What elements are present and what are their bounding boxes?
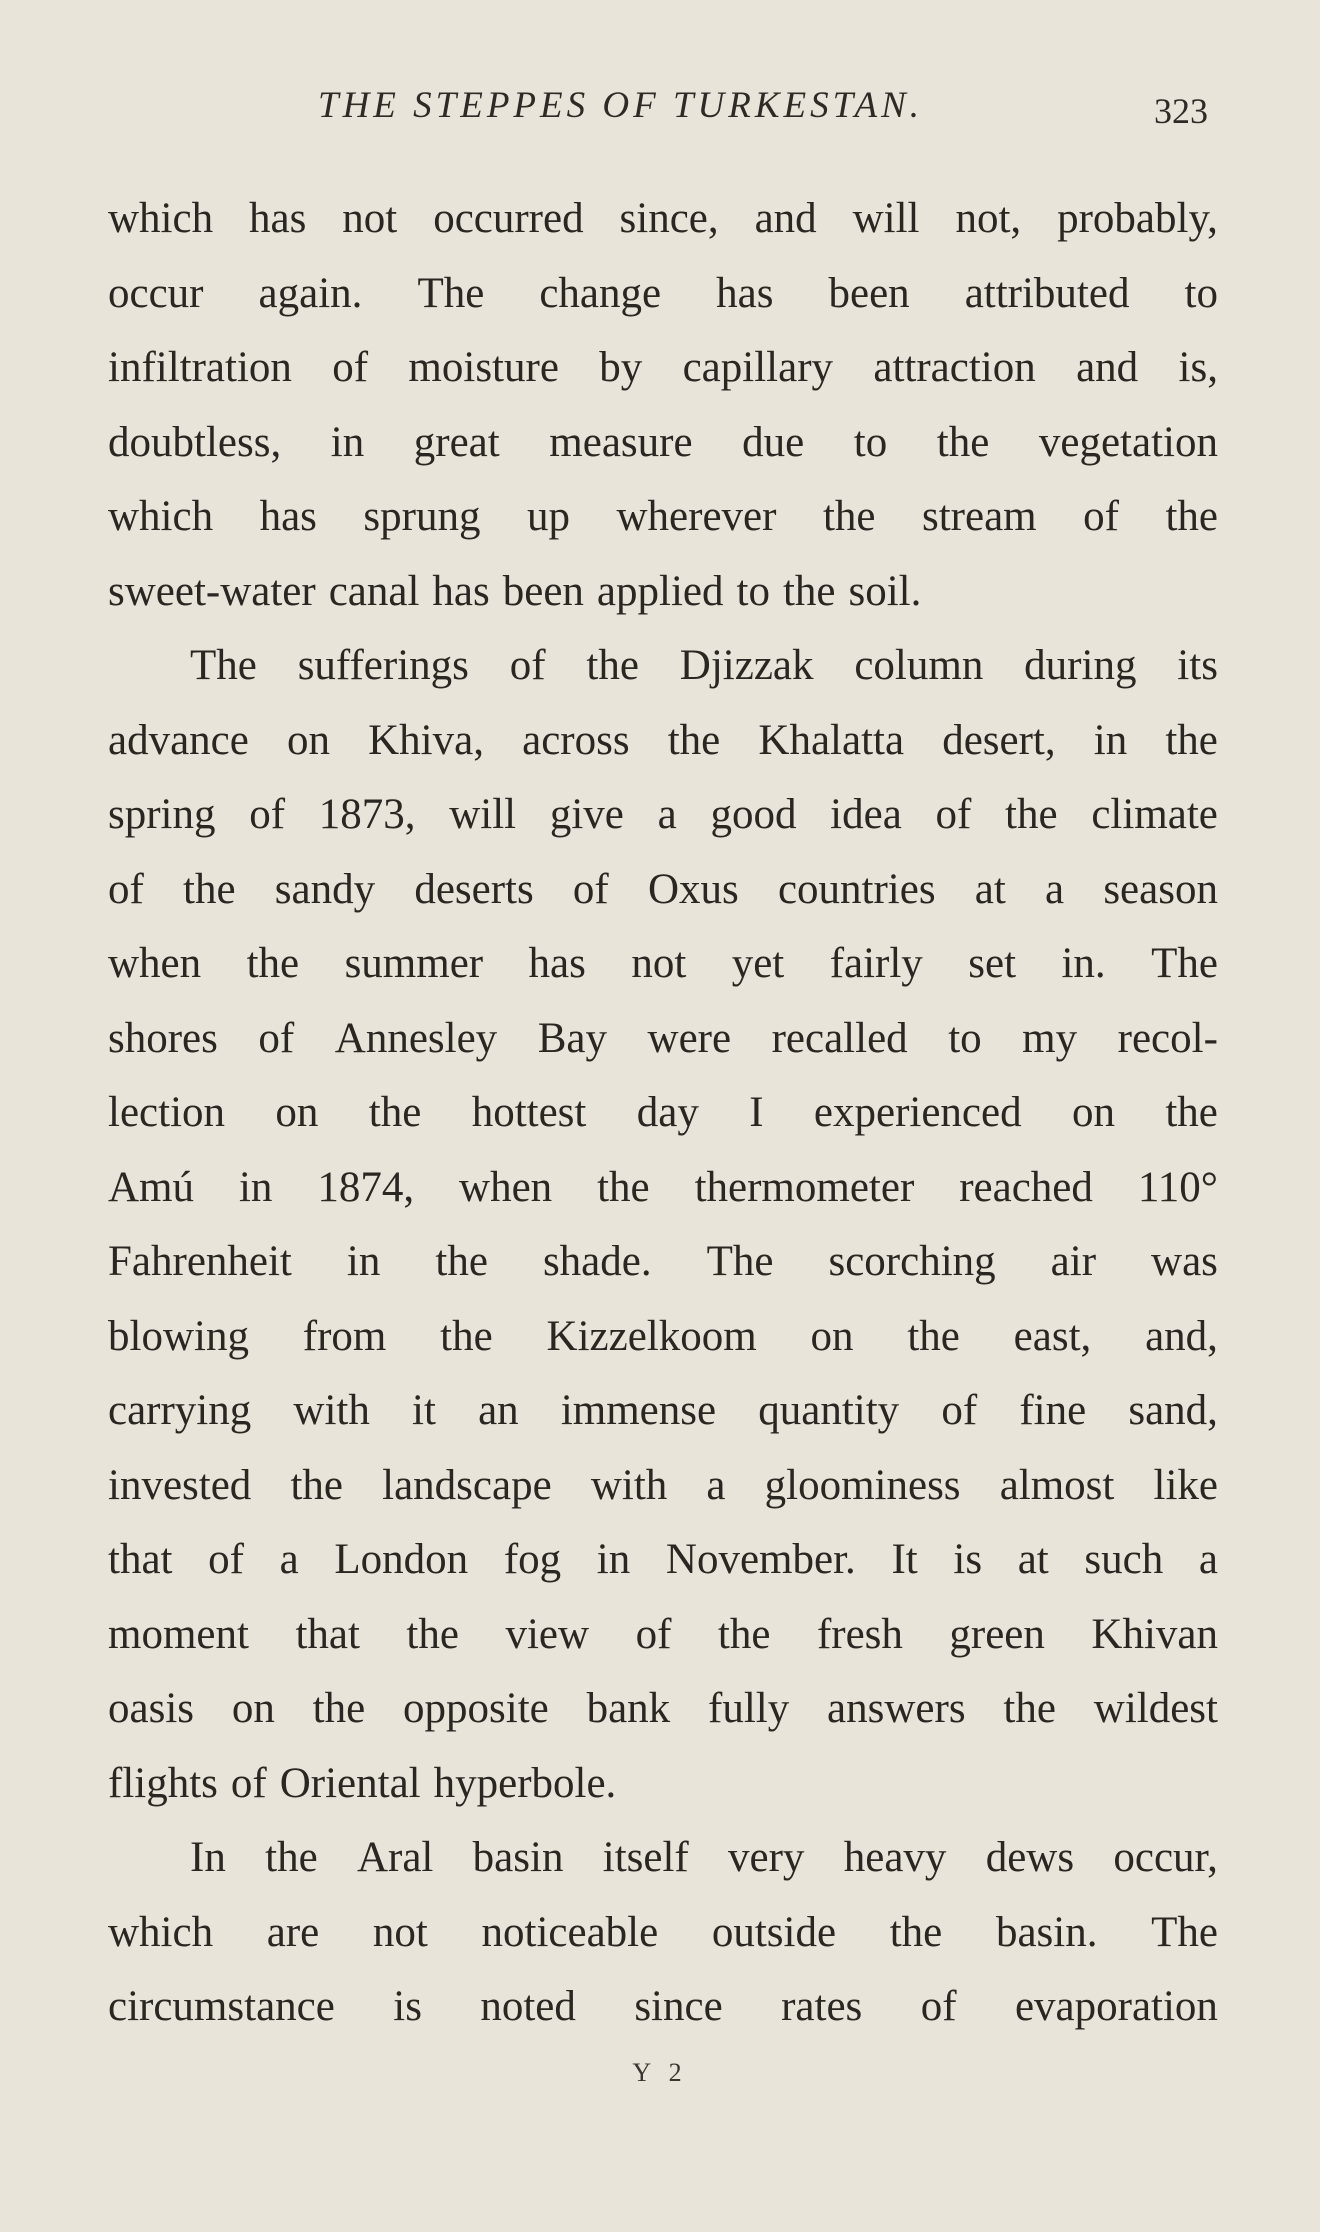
word: that xyxy=(295,1610,360,1658)
word: climate xyxy=(1091,791,1218,838)
word: the xyxy=(1165,493,1218,540)
word: with xyxy=(590,1461,668,1509)
word: capillary xyxy=(682,344,834,391)
word: will xyxy=(449,791,517,838)
word: is, xyxy=(1178,344,1218,391)
word: of xyxy=(572,865,609,913)
word: recalled xyxy=(771,1014,908,1062)
word: the xyxy=(1005,791,1058,838)
word: set xyxy=(968,940,1017,987)
word: blowing xyxy=(108,1312,249,1360)
word: sprung xyxy=(363,493,481,540)
word: in xyxy=(238,1163,273,1211)
word: of xyxy=(935,791,972,838)
word: yet xyxy=(731,940,785,987)
word: of xyxy=(1083,493,1119,540)
word: sandy xyxy=(274,865,376,913)
word: carrying xyxy=(108,1387,252,1434)
word: like xyxy=(1153,1461,1218,1509)
word: Khiva, xyxy=(368,716,484,764)
word: the xyxy=(290,1461,343,1509)
word: such xyxy=(1084,1536,1164,1583)
word: of xyxy=(635,1610,672,1658)
word: not xyxy=(631,940,687,987)
word: again. xyxy=(258,269,363,317)
word: by xyxy=(599,344,643,391)
running-title: THE STEPPES OF TURKESTAN. xyxy=(318,85,923,126)
word: sufferings xyxy=(297,642,469,689)
word: outside xyxy=(711,1908,837,1956)
word: occurred xyxy=(433,195,584,242)
text-line xyxy=(108,182,1218,257)
word: the xyxy=(717,1610,771,1658)
word: column xyxy=(854,642,984,689)
word: very xyxy=(728,1834,805,1881)
text-line xyxy=(108,1300,1218,1375)
text-line xyxy=(108,1896,1218,1971)
word: occur, xyxy=(1113,1834,1218,1881)
word: the xyxy=(435,1238,488,1285)
word: that xyxy=(108,1536,173,1583)
word: 1873, xyxy=(318,791,416,838)
word: of xyxy=(108,865,144,913)
word: shade. xyxy=(542,1238,652,1285)
word: to xyxy=(853,418,888,466)
word: a xyxy=(1198,1536,1218,1583)
word: is xyxy=(953,1536,983,1583)
word: hyperbole. xyxy=(433,1759,617,1807)
text-line xyxy=(108,1598,1218,1673)
word: fairly xyxy=(829,940,923,987)
word: opposite xyxy=(403,1685,549,1732)
word: which xyxy=(108,493,214,540)
word: evaporation xyxy=(1014,1983,1218,2030)
word: fresh xyxy=(816,1610,903,1658)
word: answers xyxy=(827,1685,966,1732)
body-text xyxy=(108,182,1218,2045)
text-line xyxy=(108,1449,1218,1524)
text-line xyxy=(108,1002,1218,1077)
word: my xyxy=(1022,1014,1078,1062)
text-line xyxy=(108,704,1218,779)
word: oasis xyxy=(108,1685,194,1732)
word: the xyxy=(667,716,721,764)
word: scorching xyxy=(828,1238,996,1285)
word: Oriental xyxy=(279,1759,421,1807)
word: on xyxy=(275,1089,319,1136)
word: shores xyxy=(108,1014,218,1062)
word: wildest xyxy=(1093,1685,1218,1732)
word: In xyxy=(190,1834,226,1881)
word: a xyxy=(706,1461,726,1509)
word: on xyxy=(231,1685,275,1732)
word: The xyxy=(1151,940,1218,987)
text-line xyxy=(108,1747,1218,1822)
word: rates xyxy=(781,1983,863,2030)
word: quantity xyxy=(758,1387,900,1434)
word: the xyxy=(1165,1089,1218,1136)
word: day xyxy=(636,1089,699,1136)
word: the xyxy=(782,567,836,615)
word: immense xyxy=(560,1387,717,1434)
word: a xyxy=(1045,865,1065,913)
word: summer xyxy=(344,940,484,987)
word: gloominess xyxy=(764,1461,961,1509)
word: the xyxy=(936,418,990,466)
word: has xyxy=(716,269,774,317)
word: the xyxy=(597,1163,650,1211)
word: up xyxy=(526,493,570,540)
text-line xyxy=(108,257,1218,332)
word: The xyxy=(417,269,485,317)
text-line xyxy=(108,1076,1218,1151)
word: basin. xyxy=(995,1908,1098,1956)
word: the xyxy=(265,1834,318,1881)
word: attributed xyxy=(964,269,1130,317)
page-number: 323 xyxy=(1154,91,1208,131)
word: It xyxy=(891,1536,918,1583)
word: desert, xyxy=(942,716,1056,764)
word: attraction xyxy=(873,344,1036,391)
word: moisture xyxy=(408,344,559,391)
word: thermometer xyxy=(694,1163,915,1211)
word: was xyxy=(1151,1238,1218,1285)
word: London xyxy=(334,1536,469,1583)
word: the xyxy=(889,1908,943,1956)
word: on xyxy=(810,1312,854,1360)
word: the xyxy=(822,493,876,540)
text-line xyxy=(108,853,1218,928)
word: of xyxy=(208,1536,244,1583)
word: is xyxy=(393,1983,422,2030)
word: reached xyxy=(959,1163,1093,1211)
word: of xyxy=(249,791,286,838)
word: fully xyxy=(708,1685,790,1732)
text-line xyxy=(108,480,1218,555)
word: of xyxy=(258,1014,295,1062)
word: moment xyxy=(108,1610,249,1658)
word: at xyxy=(1017,1536,1049,1583)
word: of xyxy=(920,1983,957,2030)
word: hottest xyxy=(471,1089,587,1136)
word: at xyxy=(974,865,1006,913)
word: east, xyxy=(1013,1312,1092,1360)
word: noticeable xyxy=(481,1908,659,1956)
text-line xyxy=(108,1225,1218,1300)
word: across xyxy=(522,716,630,764)
word: experienced xyxy=(813,1089,1022,1136)
text-line xyxy=(108,1151,1218,1226)
word: the xyxy=(1165,716,1218,764)
word: and, xyxy=(1145,1312,1218,1360)
word: 1874, xyxy=(317,1163,415,1211)
word: the xyxy=(440,1312,493,1360)
word: I xyxy=(749,1089,764,1136)
word: probably, xyxy=(1057,195,1218,242)
word: vegetation xyxy=(1038,418,1218,466)
word: November. xyxy=(665,1536,856,1583)
word: occur xyxy=(108,269,204,317)
word: deserts xyxy=(414,865,534,913)
word: has xyxy=(432,567,490,615)
word: green xyxy=(949,1610,1045,1658)
word: it xyxy=(412,1387,436,1434)
word: to xyxy=(1184,269,1218,317)
word: circumstance xyxy=(108,1983,335,2030)
text-line xyxy=(108,927,1218,1002)
word: not xyxy=(372,1908,428,1956)
word: during xyxy=(1024,642,1137,689)
word: has xyxy=(259,493,317,540)
word: to xyxy=(736,567,770,615)
word: the xyxy=(183,865,236,913)
word: the xyxy=(406,1610,459,1658)
word: flights xyxy=(108,1759,218,1807)
word: not xyxy=(342,195,398,242)
word: with xyxy=(293,1387,370,1434)
word: applied xyxy=(596,567,724,615)
word: countries xyxy=(777,865,936,913)
word: fog xyxy=(503,1536,562,1583)
word: from xyxy=(302,1312,387,1360)
word: the xyxy=(368,1089,422,1136)
word: Kizzelkoom xyxy=(546,1312,757,1360)
word: The xyxy=(1151,1908,1218,1956)
word: recol- xyxy=(1117,1014,1218,1062)
word: on xyxy=(286,716,330,764)
word: which xyxy=(108,1908,214,1956)
word: and xyxy=(1076,344,1139,391)
word: idea xyxy=(830,791,902,838)
word: soil. xyxy=(848,567,922,615)
word: landscape xyxy=(382,1461,552,1509)
text-line xyxy=(108,1821,1218,1896)
word: not, xyxy=(955,195,1022,242)
word: dews xyxy=(985,1834,1075,1881)
word: Annesley xyxy=(334,1014,498,1062)
word: in xyxy=(330,418,365,466)
word: season xyxy=(1103,865,1218,913)
word: been xyxy=(502,567,584,615)
word: and xyxy=(754,195,817,242)
word: great xyxy=(413,418,500,466)
text-line xyxy=(108,555,1218,630)
word: Khalatta xyxy=(758,716,905,764)
word: Fahrenheit xyxy=(108,1238,292,1285)
word: air xyxy=(1050,1238,1097,1285)
word: view xyxy=(505,1610,590,1658)
word: a xyxy=(657,791,677,838)
word: almost xyxy=(999,1461,1115,1509)
word: basin xyxy=(472,1834,564,1881)
word: Khivan xyxy=(1091,1610,1218,1658)
word: of xyxy=(941,1387,978,1434)
signature-mark: Y 2 xyxy=(632,2058,688,2087)
word: the xyxy=(246,940,300,987)
word: change xyxy=(539,269,662,317)
word: has xyxy=(528,940,586,987)
word: fine xyxy=(1019,1387,1087,1434)
word: 110° xyxy=(1137,1163,1218,1211)
word: due xyxy=(742,418,805,466)
word: of xyxy=(509,642,546,689)
word: lection xyxy=(108,1089,226,1136)
running-head xyxy=(0,84,1320,134)
word: Djizzak xyxy=(679,642,814,689)
word: advance xyxy=(108,716,249,764)
word: Amú xyxy=(108,1163,194,1211)
word: stream xyxy=(921,493,1037,540)
word: heavy xyxy=(843,1834,947,1881)
word: when xyxy=(108,940,202,987)
text-line xyxy=(108,1374,1218,1449)
word: the xyxy=(586,642,639,689)
word: in xyxy=(1093,716,1128,764)
word: has xyxy=(249,195,307,242)
word: canal xyxy=(328,567,420,615)
word: since, xyxy=(619,195,719,242)
word: The xyxy=(706,1238,774,1285)
word: itself xyxy=(602,1834,689,1881)
word: give xyxy=(549,791,624,838)
word: sweet-water xyxy=(108,567,316,615)
word: measure xyxy=(549,418,693,466)
word: invested xyxy=(108,1461,252,1509)
word: sand, xyxy=(1128,1387,1218,1434)
word: of xyxy=(230,1759,267,1807)
word: good xyxy=(710,791,797,838)
word: the xyxy=(907,1312,960,1360)
word: Bay xyxy=(537,1014,607,1062)
word: the xyxy=(1003,1685,1056,1732)
word: in. xyxy=(1061,940,1106,987)
word: infiltration xyxy=(108,344,292,391)
word: Aral xyxy=(356,1834,434,1881)
word: Oxus xyxy=(647,865,739,913)
word: spring xyxy=(108,791,216,838)
word: doubtless, xyxy=(108,418,282,466)
word: since xyxy=(634,1983,723,2030)
text-line xyxy=(108,629,1218,704)
text-line xyxy=(108,1523,1218,1598)
text-line xyxy=(108,331,1218,406)
word: in xyxy=(596,1536,631,1583)
text-line xyxy=(108,406,1218,481)
word: noted xyxy=(480,1983,576,2030)
word: The xyxy=(190,642,257,689)
text-line xyxy=(108,1970,1218,2045)
text-line xyxy=(108,1672,1218,1747)
word: an xyxy=(478,1387,519,1434)
word: which xyxy=(108,195,214,242)
word: a xyxy=(279,1536,299,1583)
word: bank xyxy=(586,1685,671,1732)
word: were xyxy=(647,1014,732,1062)
word: when xyxy=(459,1163,553,1211)
word: the xyxy=(312,1685,366,1732)
word: are xyxy=(266,1908,320,1956)
word: will xyxy=(852,195,920,242)
text-line xyxy=(108,778,1218,853)
word: wherever xyxy=(616,493,777,540)
word: of xyxy=(332,344,369,391)
word: its xyxy=(1177,642,1218,689)
word: been xyxy=(828,269,910,317)
word: to xyxy=(948,1014,982,1062)
word: on xyxy=(1071,1089,1115,1136)
word: in xyxy=(346,1238,381,1285)
